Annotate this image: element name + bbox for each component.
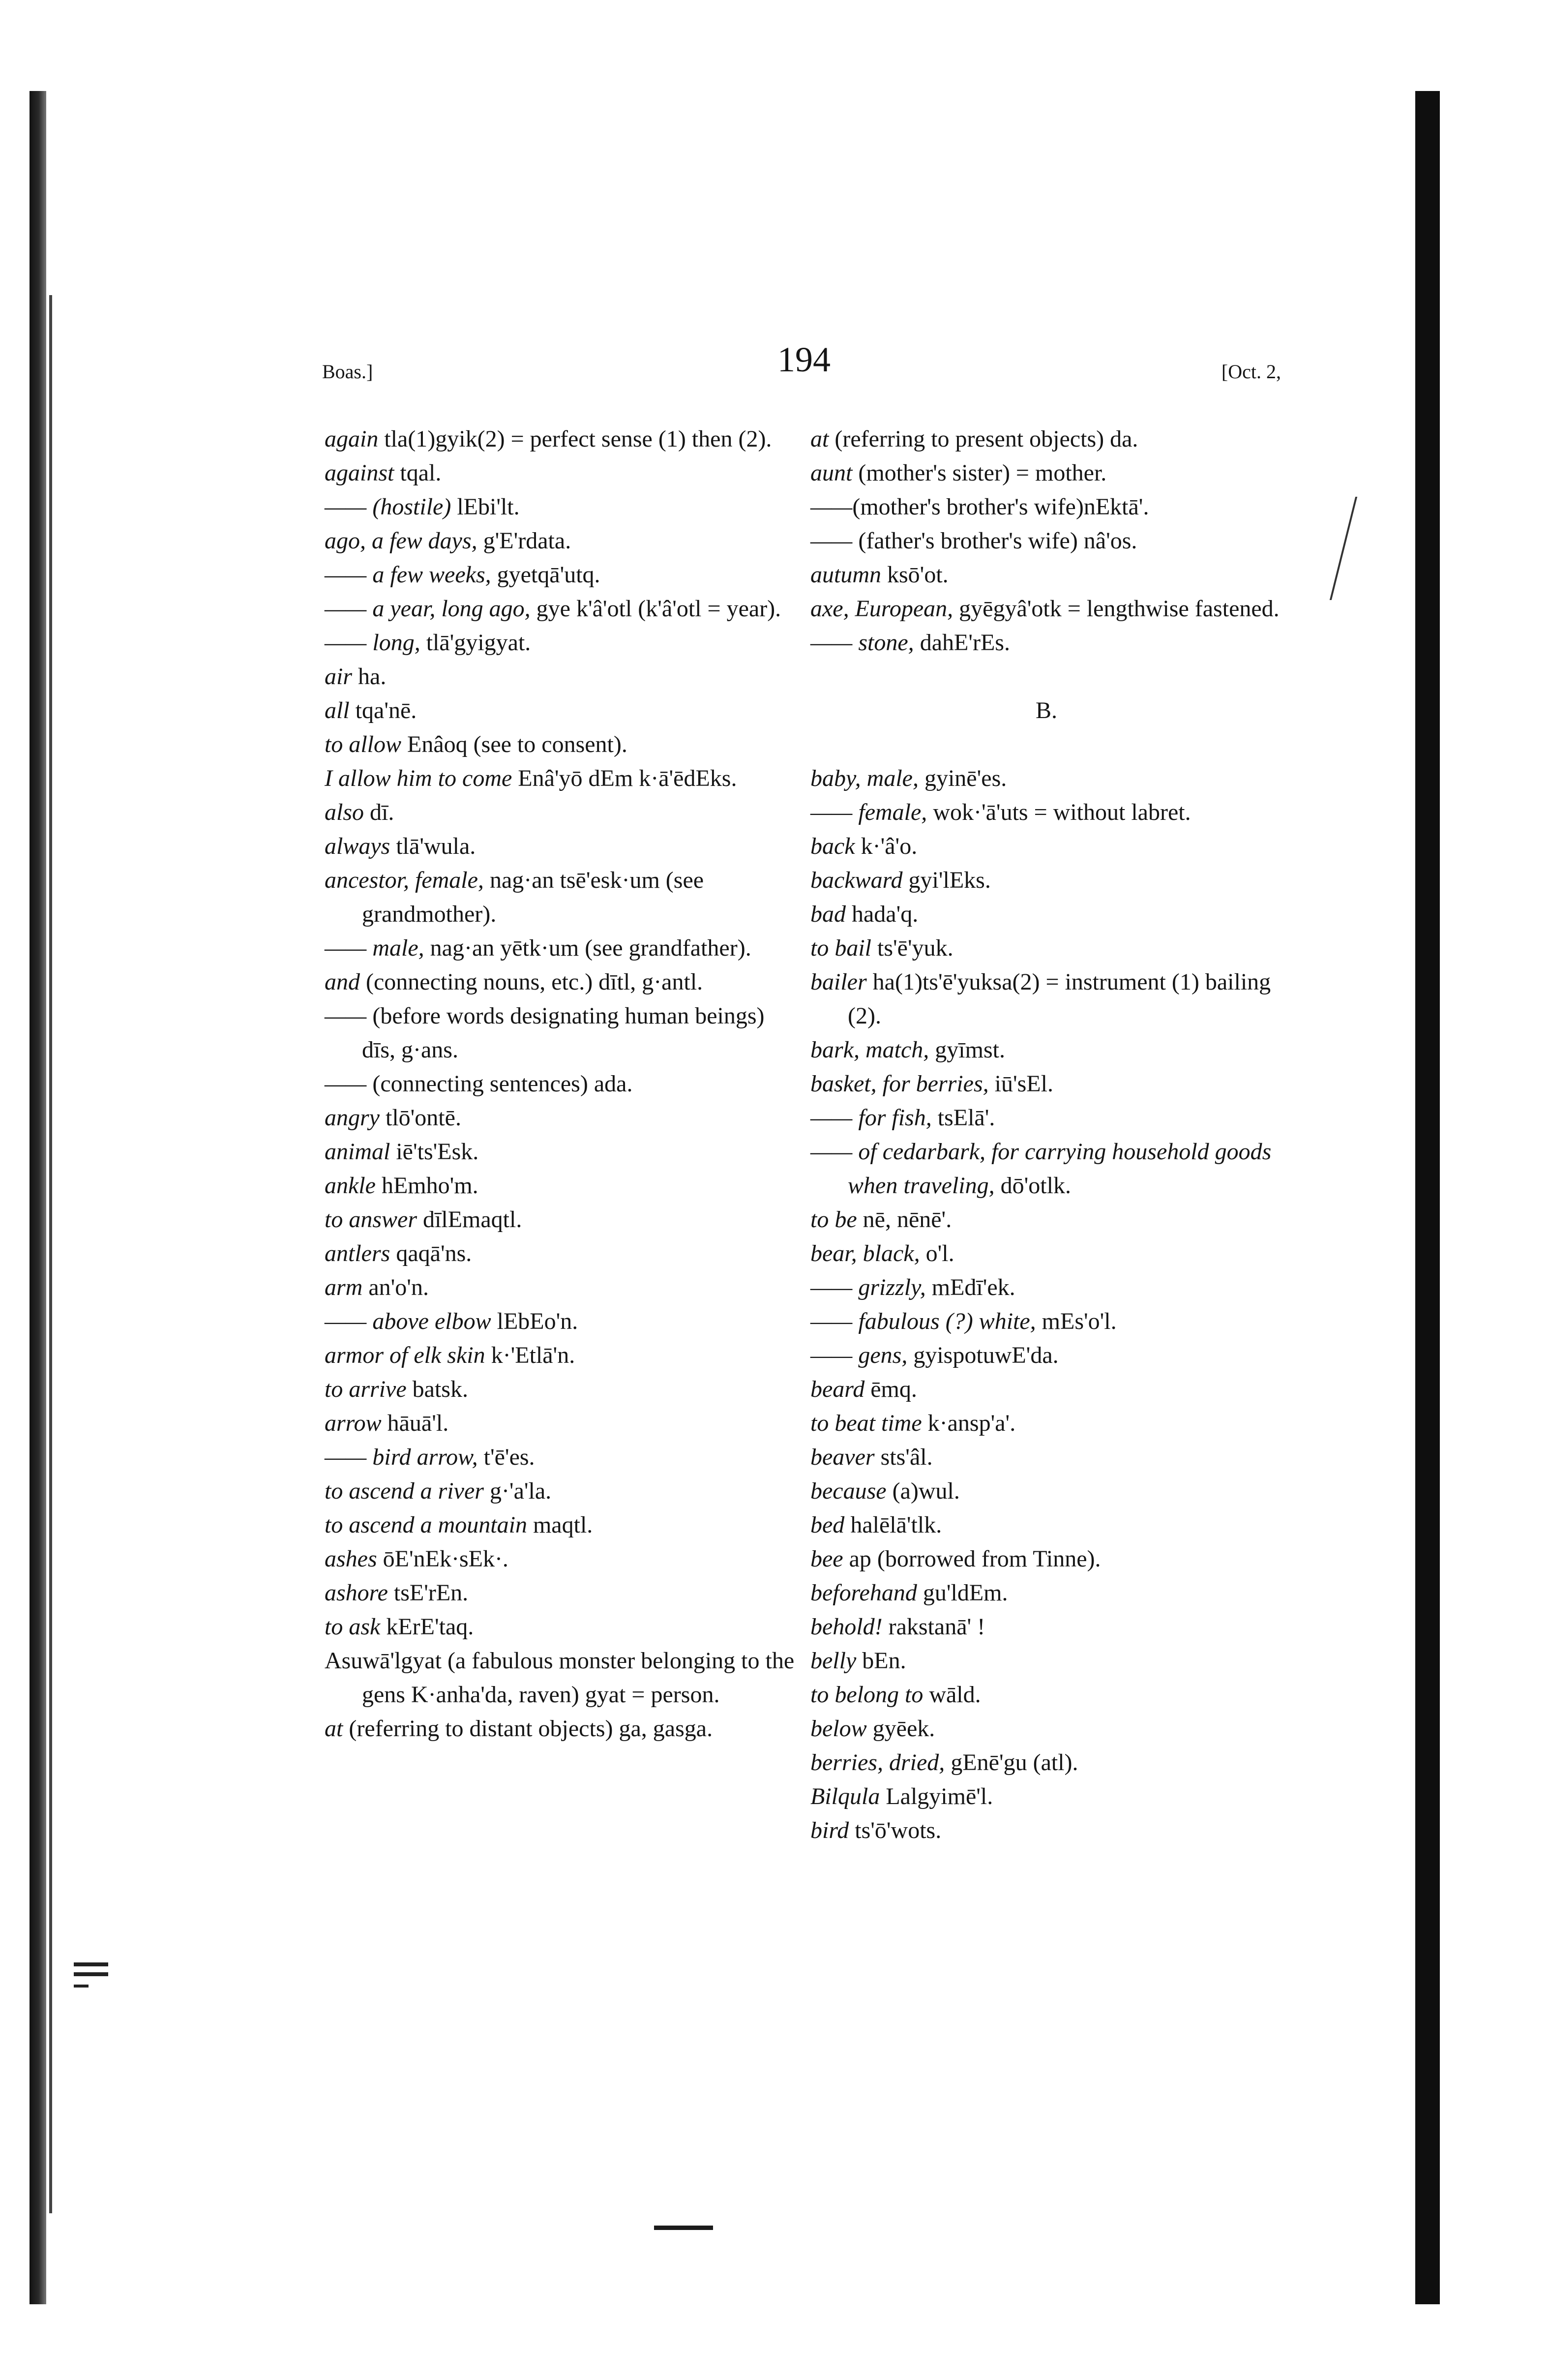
dictionary-entry: —— long, tlā'gyigyat. [325, 630, 531, 656]
dictionary-entry: axe, European, gyēgyâ'otk = lengthwise fastened. [810, 596, 1280, 622]
dictionary-entry: to beat time k·ansp'a'. [810, 1410, 1016, 1436]
dictionary-entry: ashore tsE'rEn. [325, 1580, 469, 1606]
running-head-right: [Oct. 2, [1221, 361, 1281, 383]
dictionary-entry: —— a few weeks, gyetqā'utq. [325, 562, 600, 588]
dictionary-entry: animal iē'ts'Esk. [325, 1139, 479, 1165]
dictionary-entry: ancestor, female, nag·an tsē'esk·um (see grandmother). [325, 867, 704, 927]
dictionary-entry: I allow him to come Enâ'yō dEm k·ā'ēdEks. [325, 765, 737, 791]
scan-right-edge [1415, 91, 1440, 2304]
dictionary-entry: armor of elk skin k·'Etlā'n. [325, 1342, 575, 1368]
dictionary-entry: ankle hEmho'm. [325, 1173, 478, 1199]
scan-mark [74, 1972, 108, 1976]
scan-mark [74, 1962, 108, 1966]
left-column [325, 422, 797, 1746]
dictionary-entry: —— gens, gyispotuwE'da. [810, 1342, 1059, 1368]
dictionary-entry: —— (hostile) lEbi'lt. [325, 494, 520, 520]
dictionary-entry: Bilqula Lalgyimē'l. [810, 1783, 993, 1809]
scan-mark [74, 1985, 89, 1988]
dictionary-entry: beforehand gu'ldEm. [810, 1580, 1008, 1606]
dictionary-entry: to ascend a river g·'a'la. [325, 1478, 552, 1504]
dictionary-entry: beaver sts'âl. [810, 1444, 933, 1470]
dictionary-entry: —— for fish, tsElā'. [810, 1105, 995, 1131]
dictionary-entry: to ascend a mountain maqtl. [325, 1512, 593, 1538]
dictionary-entry: ashes ōE'nEk·sEk·. [325, 1546, 508, 1572]
dictionary-entry: —— grizzly, mEdī'ek. [810, 1274, 1015, 1300]
section-letter: B. [1035, 697, 1057, 723]
running-head-left: Boas.] [322, 361, 373, 383]
scan-left-edge-line [49, 295, 52, 2213]
dictionary-entry: bailer ha(1)ts'ē'yuksa(2) = instrument (1) bailing (2). [810, 969, 1271, 1029]
dictionary-entry: —— (connecting sentences) ada. [325, 1071, 633, 1097]
dictionary-entry: antlers qaqā'ns. [325, 1240, 472, 1266]
dictionary-entry: —— male, nag·an yētk·um (see grandfather). [325, 935, 751, 961]
dictionary-entry: autumn ksō'ot. [810, 562, 949, 588]
dictionary-entry: at (referring to present objects) da. [810, 426, 1138, 452]
dictionary-entry: bed halēlā'tlk. [810, 1512, 942, 1538]
dictionary-entry: bark, match, gyīmst. [810, 1037, 1005, 1063]
dictionary-entry: arm an'o'n. [325, 1274, 429, 1300]
dictionary-entry: backward gyi'lEks. [810, 867, 991, 893]
dictionary-entry: below gyēek. [810, 1716, 935, 1742]
dictionary-entry: —— bird arrow, t'ē'es. [325, 1444, 535, 1470]
dictionary-entry: —— of cedarbark, for carrying household goods when traveling, dō'otlk. [810, 1139, 1272, 1199]
dictionary-entry: beard ēmq. [810, 1376, 917, 1402]
dictionary-entry: bear, black, o'l. [810, 1240, 954, 1266]
dictionary-entry: —— stone, dahE'rEs. [810, 630, 1010, 656]
dictionary-entry: Asuwā'lgyat (a fabulous monster belonging to the gens K·anha'da, raven) gyat = person. [325, 1648, 795, 1708]
dictionary-entry: to arrive batsk. [325, 1376, 468, 1402]
dictionary-entry: and (connecting nouns, etc.) dītl, g·antl. [325, 969, 703, 995]
dictionary-entry: all tqa'nē. [325, 697, 417, 723]
dictionary-entry: bee ap (borrowed from Tinne). [810, 1546, 1101, 1572]
dictionary-entry: —— (before words designating human beings) dīs, g·ans. [325, 1003, 765, 1063]
dictionary-entry: air ha. [325, 663, 387, 690]
dictionary-entry: behold! rakstanā' ! [810, 1614, 985, 1640]
dictionary-entry: back k·'â'o. [810, 833, 918, 859]
dictionary-entry: arrow hāuā'l. [325, 1410, 449, 1436]
page-header [322, 339, 1281, 393]
dictionary-entry: also dī. [325, 799, 394, 825]
dictionary-entry: —— above elbow lEbEo'n. [325, 1308, 578, 1334]
dictionary-entry: to be nē, nēnē'. [810, 1206, 952, 1233]
dictionary-entry: angry tlō'ontē. [325, 1105, 461, 1131]
scan-left-edge [30, 91, 46, 2304]
dictionary-entry: ——(mother's brother's wife)nEktā'. [810, 494, 1149, 520]
dictionary-entry: against tqal. [325, 460, 442, 486]
dictionary-entry: to allow Enâoq (see to consent). [325, 731, 627, 757]
dictionary-entry: to belong to wāld. [810, 1682, 981, 1708]
dictionary-entry: baby, male, gyinē'es. [810, 765, 1007, 791]
dictionary-entry: always tlā'wula. [325, 833, 476, 859]
dictionary-entry: —— a year, long ago, gye k'â'otl (k'â'otl = year). [325, 596, 781, 622]
dictionary-entry: to ask kErE'taq. [325, 1614, 474, 1640]
dictionary-entry: —— fabulous (?) white, mEs'o'l. [810, 1308, 1117, 1334]
bottom-dash-mark [654, 2226, 713, 2230]
margin-bracket-mark [1330, 497, 1377, 600]
dictionary-entry: —— (father's brother's wife) nâ'os. [810, 528, 1137, 554]
right-column [810, 422, 1282, 1847]
dictionary-entry: bird ts'ō'wots. [810, 1817, 942, 1843]
dictionary-entry: berries, dried, gEnē'gu (atl). [810, 1749, 1078, 1776]
dictionary-entry: —— female, wok·'ā'uts = without labret. [810, 799, 1191, 825]
dictionary-entry: bad hada'q. [810, 901, 919, 927]
dictionary-entry: to answer dīlEmaqtl. [325, 1206, 522, 1233]
dictionary-entry: again tla(1)gyik(2) = perfect sense (1) then (2). [325, 426, 772, 452]
dictionary-entry: belly bEn. [810, 1648, 906, 1674]
dictionary-entry: aunt (mother's sister) = mother. [810, 460, 1107, 486]
dictionary-entry: basket, for berries, iū'sEl. [810, 1071, 1053, 1097]
page-number: 194 [777, 340, 831, 379]
dictionary-entry: because (a)wul. [810, 1478, 960, 1504]
dictionary-entry: ago, a few days, g'E'rdata. [325, 528, 571, 554]
dictionary-entry: to bail ts'ē'yuk. [810, 935, 953, 961]
dictionary-entry: at (referring to distant objects) ga, gasga. [325, 1716, 713, 1742]
